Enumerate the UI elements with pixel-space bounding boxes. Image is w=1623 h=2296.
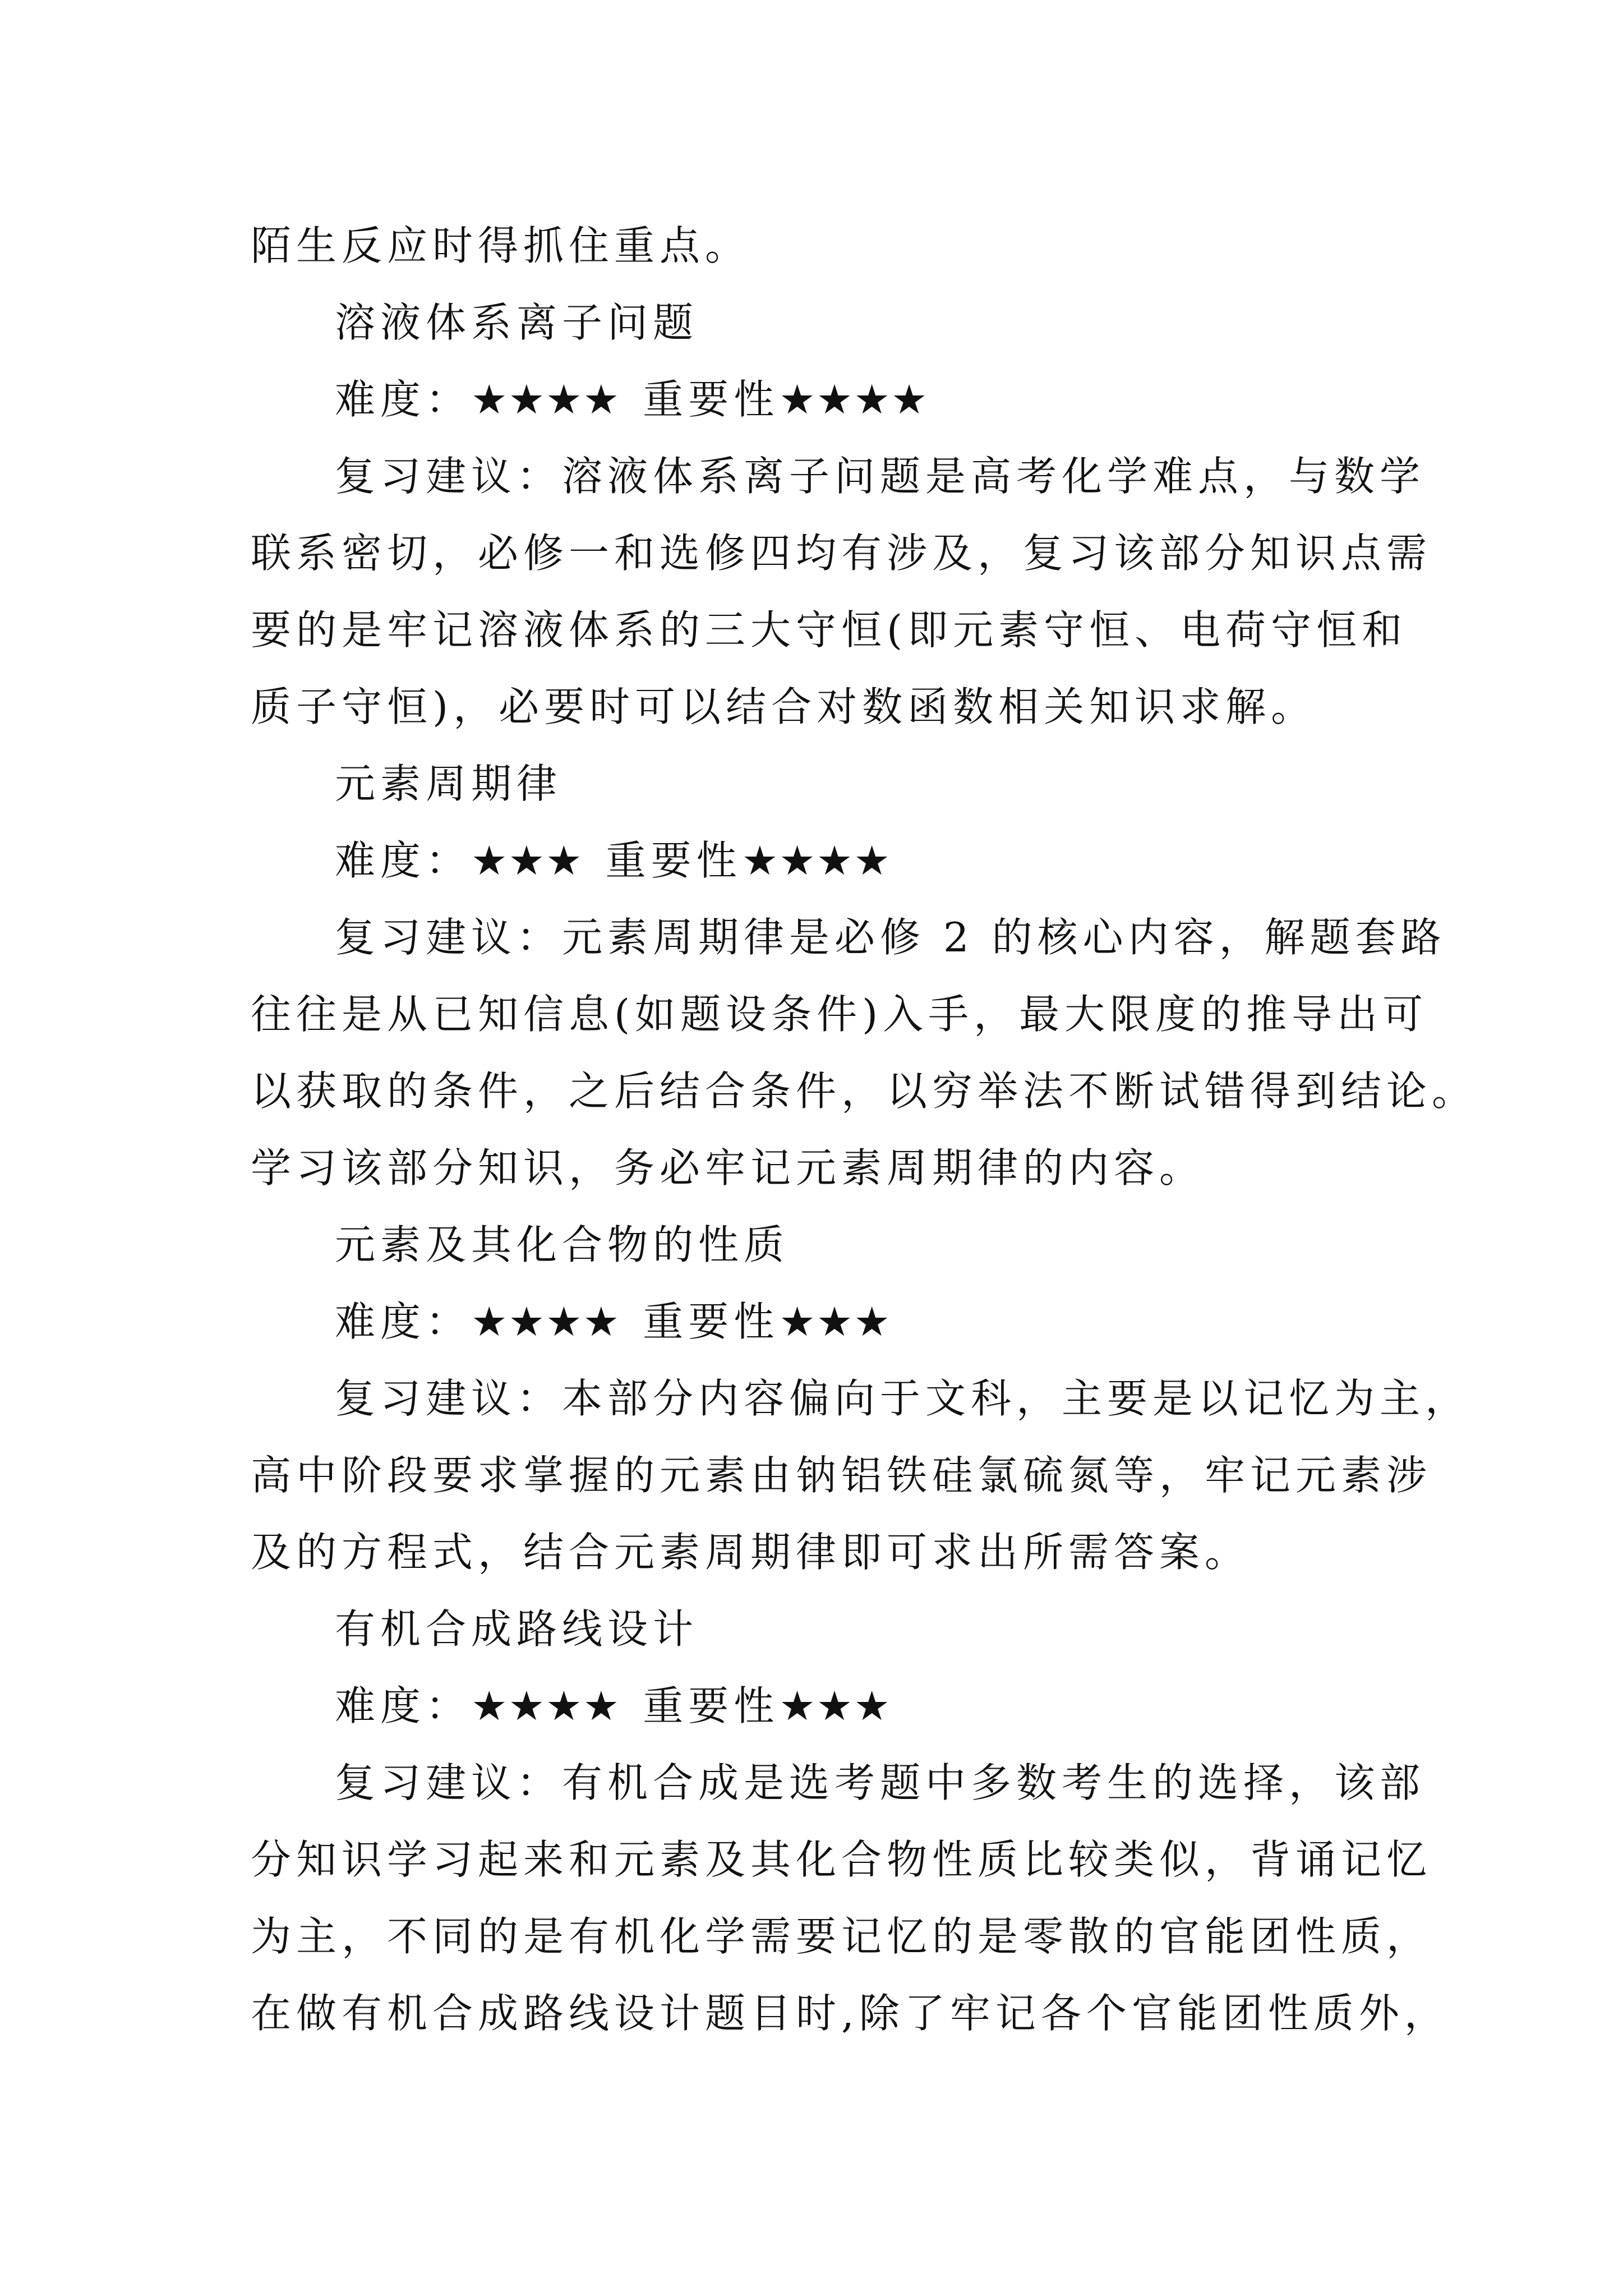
paragraph-line: 在做有机合成路线设计题目时,除了牢记各个官能团性质外， [251, 1990, 1450, 2037]
paragraph-line: 陌生反应时得抓住重点。 [251, 222, 751, 269]
importance-label: 重要性 [643, 1298, 780, 1345]
importance-label: 重要性 [643, 1682, 780, 1729]
paragraph-line: 高中阶段要求掌握的元素由钠铝铁硅氯硫氮等，牢记元素涉 [251, 1452, 1432, 1499]
paragraph-line: 联系密切，必修一和选修四均有涉及，复习该部分知识点需 [251, 530, 1432, 577]
difficulty-label: 难度： [335, 1298, 472, 1345]
difficulty-label: 难度： [335, 1682, 472, 1729]
paragraph-line-indented: 复习建议：溶液体系离子问题是高考化学难点，与数学 [335, 453, 1426, 500]
paragraph-line: 为主，不同的是有机化学需要记忆的是零散的官能团性质， [251, 1913, 1432, 1960]
difficulty-label: 难度： [335, 837, 472, 884]
difficulty-stars: ★★★★ [471, 1298, 621, 1345]
paragraph-line-indented: 溶液体系离子问题 [335, 299, 699, 346]
importance-stars: ★★★ [779, 1298, 891, 1345]
body-text [251, 208, 1478, 2052]
paragraph-line: 分知识学习起来和元素及其化合物性质比较类似，背诵记忆 [251, 1836, 1432, 1883]
rating-line [251, 361, 1372, 438]
importance-label: 重要性 [643, 376, 780, 423]
importance-label: 重要性 [605, 837, 742, 884]
paragraph-line-indented: 复习建议：有机合成是选考题中多数考生的选择，该部 [335, 1759, 1426, 1806]
importance-stars: ★★★★ [779, 376, 929, 423]
paragraph-line: 往往是从已知信息(如题设条件)入手，最大限度的推导出可 [251, 991, 1428, 1038]
paragraph-line-indented: 元素周期律 [335, 760, 562, 807]
rating-line [251, 822, 1372, 899]
difficulty-stars: ★★★★ [471, 376, 621, 423]
paragraph-line: 学习该部分知识，务必牢记元素周期律的内容。 [251, 1144, 1205, 1191]
difficulty-stars: ★★★★ [471, 1682, 621, 1729]
paragraph-line: 及的方程式，结合元素周期律即可求出所需答案。 [251, 1529, 1251, 1576]
paragraph-line-indented: 有机合成路线设计 [335, 1605, 699, 1653]
importance-stars: ★★★ [779, 1682, 891, 1729]
difficulty-stars: ★★★ [471, 837, 583, 884]
paragraph-line: 以获取的条件，之后结合条件，以穷举法不断试错得到结论。 [251, 1068, 1478, 1115]
difficulty-label: 难度： [335, 376, 472, 423]
paragraph-line-indented: 复习建议：本部分内容偏向于文科，主要是以记忆为主， [335, 1375, 1471, 1422]
paragraph-line-indented: 元素及其化合物的性质 [335, 1221, 790, 1268]
paragraph-line-indented: 复习建议：元素周期律是必修 2 的核心内容，解题套路 [335, 914, 1446, 961]
paragraph-line: 要的是牢记溶液体系的三大守恒(即元素守恒、电荷守恒和 [251, 606, 1408, 654]
rating-line [251, 1283, 1372, 1360]
rating-line [251, 1668, 1372, 1745]
importance-stars: ★★★★ [741, 837, 891, 884]
paragraph-line: 质子守恒)，必要时可以结合对数函数相关知识求解。 [251, 683, 1317, 730]
